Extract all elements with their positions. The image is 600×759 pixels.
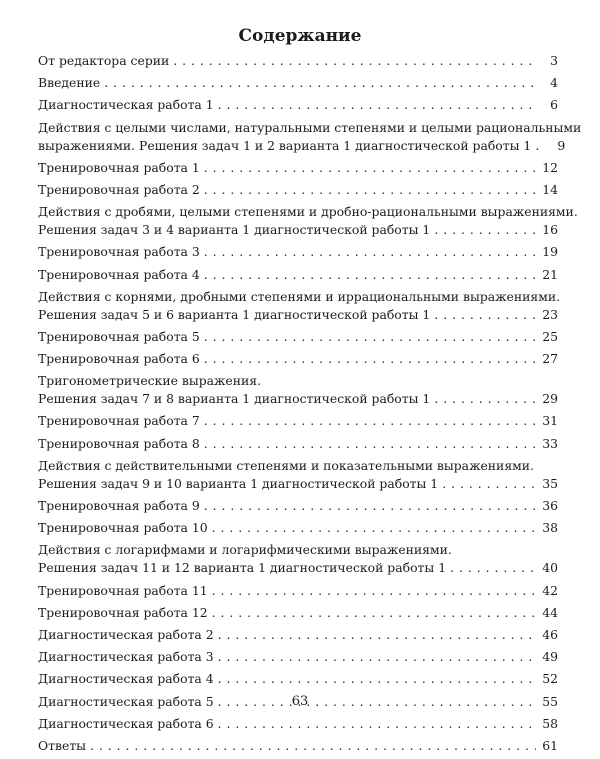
toc-entry-title: Действия с дробями, целыми степенями и дробно-рациональными выражениями. xyxy=(38,204,578,220)
toc-entry-line xyxy=(38,559,558,577)
toc-entry-line-continued xyxy=(38,119,582,137)
toc-entry-title: Тренировочная работа 3 xyxy=(38,244,200,260)
toc-dot-leader xyxy=(450,559,536,577)
toc-dot-leader xyxy=(90,737,536,755)
toc-entry-line-continued xyxy=(38,372,558,390)
toc-entry-line-continued xyxy=(38,541,558,559)
toc-entry-page: 3 xyxy=(550,53,558,68)
toc-entry-line xyxy=(38,350,558,368)
toc-dot-leader xyxy=(204,435,536,453)
toc-entry-page: 36 xyxy=(542,498,558,513)
toc-entry-page: 61 xyxy=(542,737,558,753)
toc-dot-leader xyxy=(218,626,537,644)
toc-entry-title: Решения задач 7 и 8 варианта 1 диагностической работы 1 xyxy=(38,391,431,407)
toc-dot-leader xyxy=(535,137,545,155)
toc-entry-title: Тренировочная работа 8 xyxy=(38,435,200,451)
toc-entry xyxy=(38,457,558,493)
toc-entry-page: 49 xyxy=(542,649,558,665)
toc-entry-title: Тригонометрические выражения. xyxy=(38,373,262,389)
toc-entry-page: 12 xyxy=(542,159,558,175)
page-number: 63 xyxy=(291,694,309,709)
toc-dot-leader xyxy=(212,582,537,600)
toc-entry-line xyxy=(38,306,558,324)
toc-entry-title: Введение xyxy=(38,75,101,91)
toc-dot-leader xyxy=(434,390,536,408)
toc-dot-leader xyxy=(204,350,536,368)
toc-entry xyxy=(38,737,558,755)
toc-entry-page: 52 xyxy=(542,671,558,687)
toc-entry-line xyxy=(38,266,558,284)
toc-entry-line xyxy=(38,715,558,733)
toc-dot-leader xyxy=(218,96,538,114)
toc-dot-leader xyxy=(204,497,536,515)
toc-entry-line xyxy=(38,390,558,408)
toc-entry-page: 40 xyxy=(542,560,558,576)
toc-entry-title: Диагностическая работа 6 xyxy=(38,715,214,731)
toc-entry-title: Решения задач 5 и 6 варианта 1 диагностической работы 1 xyxy=(38,306,431,322)
toc-entry-title: Тренировочная работа 7 xyxy=(38,413,200,429)
toc-dot-leader xyxy=(204,266,536,284)
toc-entry-line xyxy=(38,181,558,199)
toc-entry-title: Решения задач 9 и 10 варианта 1 диагностической работы 1 xyxy=(38,475,439,491)
toc-entry xyxy=(38,159,558,177)
toc-entry-title: Тренировочная работа 4 xyxy=(38,266,200,282)
toc-entry-page: 9 xyxy=(557,137,566,153)
toc-dot-leader xyxy=(204,328,536,346)
toc-dot-leader xyxy=(173,52,538,70)
toc-entry xyxy=(38,96,558,114)
toc-entry xyxy=(38,519,558,537)
toc-entry xyxy=(38,497,558,515)
toc-entry-line xyxy=(38,435,558,453)
toc-entry-title: Тренировочная работа 12 xyxy=(38,604,208,620)
toc-entry xyxy=(38,541,558,577)
toc-entry-line xyxy=(38,648,558,666)
toc-entry-line xyxy=(38,221,558,239)
toc-entry-title: выражениями. Решения задач 1 и 2 варианта 1 диагностической работы 1 xyxy=(38,137,532,153)
toc-entry-line-continued xyxy=(38,203,578,221)
toc-entry-line xyxy=(38,137,566,155)
toc-entry xyxy=(38,626,558,644)
toc-entry xyxy=(38,288,561,324)
toc-entry-title: Диагностическая работа 1 xyxy=(38,97,214,113)
toc-entry xyxy=(38,52,558,70)
toc-entry-title: Действия с логарифмами и логарифмическими выражениями. xyxy=(38,542,452,558)
toc-entry-title: От редактора серии xyxy=(38,53,170,68)
toc-entry xyxy=(38,119,582,155)
toc-entry xyxy=(38,181,558,199)
toc-entry-title: Ответы xyxy=(38,737,87,753)
toc-entry-page: 19 xyxy=(542,244,558,260)
toc-entry xyxy=(38,604,558,622)
toc-dot-leader xyxy=(104,74,538,92)
toc-entry-title: Действия с целыми числами, натуральными степенями и целыми рациональными xyxy=(38,119,582,135)
toc-entry xyxy=(38,435,558,453)
toc-entry xyxy=(38,203,578,239)
toc-entry-line xyxy=(38,243,558,261)
toc-entry-line xyxy=(38,626,558,644)
toc-entry xyxy=(38,266,558,284)
toc-entry-page: 55 xyxy=(542,693,558,709)
toc-dot-leader xyxy=(204,412,536,430)
toc-entry-title: Тренировочная работа 9 xyxy=(38,498,200,513)
toc-entry xyxy=(38,350,558,368)
toc-entry-page: 27 xyxy=(542,351,558,367)
toc-entry-title: Действия с действительными степенями и показательными выражениями. xyxy=(38,457,534,473)
toc-entry xyxy=(38,74,558,92)
toc-entry-title: Тренировочная работа 1 xyxy=(38,159,200,175)
toc-entry-title: Диагностическая работа 2 xyxy=(38,626,214,642)
toc-entry-page: 33 xyxy=(542,435,558,451)
toc-entry-line xyxy=(38,604,558,622)
toc-dot-leader xyxy=(204,243,536,261)
toc-entry-line xyxy=(38,582,558,600)
toc-dot-leader xyxy=(442,475,536,493)
toc-entry-page: 29 xyxy=(542,391,558,407)
toc-entry-line-continued xyxy=(38,288,561,306)
toc-entry-line xyxy=(38,497,558,515)
toc-entry xyxy=(38,412,558,430)
toc-dot-leader xyxy=(434,221,536,239)
toc-dot-leader xyxy=(212,519,537,537)
toc-dot-leader xyxy=(212,604,537,622)
toc-entry-line xyxy=(38,737,558,755)
toc-entry-page: 44 xyxy=(542,604,558,620)
toc-entry-page: 6 xyxy=(550,97,558,113)
toc-entry-title: Решения задач 11 и 12 варианта 1 диагностической работы 1 xyxy=(38,560,447,576)
toc-entry xyxy=(38,670,558,688)
toc-entry-page: 23 xyxy=(542,306,558,322)
toc-entry-page: 14 xyxy=(542,181,558,197)
toc-dot-leader xyxy=(204,181,536,199)
toc-entry-title: Тренировочная работа 5 xyxy=(38,328,200,344)
toc-entry-title: Тренировочная работа 6 xyxy=(38,351,200,367)
toc-entry-page: 42 xyxy=(542,582,558,598)
toc-entry xyxy=(38,648,558,666)
toc-entry-title: Тренировочная работа 11 xyxy=(38,582,208,598)
toc-entry-line xyxy=(38,74,558,92)
toc-entry-page: 21 xyxy=(542,266,558,282)
toc-entry-page: 4 xyxy=(550,75,558,91)
toc-entry-page: 46 xyxy=(542,626,558,642)
toc-entry-title: Действия с корнями, дробными степенями и иррациональными выражениями. xyxy=(38,288,561,304)
toc-entry-title: Решения задач 3 и 4 варианта 1 диагностической работы 1 xyxy=(38,222,431,238)
toc-entry-page: 16 xyxy=(542,222,558,238)
toc-dot-leader xyxy=(218,648,537,666)
toc-entry-line xyxy=(38,52,558,70)
toc-entry-line xyxy=(38,159,558,177)
toc-entry-page: 58 xyxy=(542,715,558,731)
toc-entry-page: 35 xyxy=(542,475,558,491)
toc-entry-title: Тренировочная работа 2 xyxy=(38,181,200,197)
toc-entry xyxy=(38,715,558,733)
toc-dot-leader xyxy=(218,715,537,733)
toc-entry-line xyxy=(38,328,558,346)
toc-dot-leader xyxy=(218,670,537,688)
toc-entry xyxy=(38,372,558,408)
toc-entry-page: 38 xyxy=(542,520,558,536)
toc-entry-title: Диагностическая работа 5 xyxy=(38,693,214,709)
toc-entry-line-continued xyxy=(38,457,558,475)
toc-entry-page: 31 xyxy=(542,413,558,429)
toc-entry-line xyxy=(38,475,558,493)
toc-entry-line xyxy=(38,519,558,537)
toc-entry-title: Тренировочная работа 10 xyxy=(38,520,208,536)
toc-dot-leader xyxy=(204,159,536,177)
toc-dot-leader xyxy=(434,306,536,324)
toc-entry-line xyxy=(38,412,558,430)
toc-entry-title: Диагностическая работа 3 xyxy=(38,649,214,665)
toc-entry-line xyxy=(38,96,558,114)
toc-entry-line xyxy=(38,670,558,688)
table-of-contents xyxy=(38,52,582,759)
toc-entry-title: Диагностическая работа 4 xyxy=(38,671,214,687)
toc-entry xyxy=(38,328,558,346)
toc-entry xyxy=(38,582,558,600)
toc-entry-page: 25 xyxy=(542,328,558,344)
page-title: Содержание xyxy=(238,26,362,46)
toc-entry xyxy=(38,243,558,261)
